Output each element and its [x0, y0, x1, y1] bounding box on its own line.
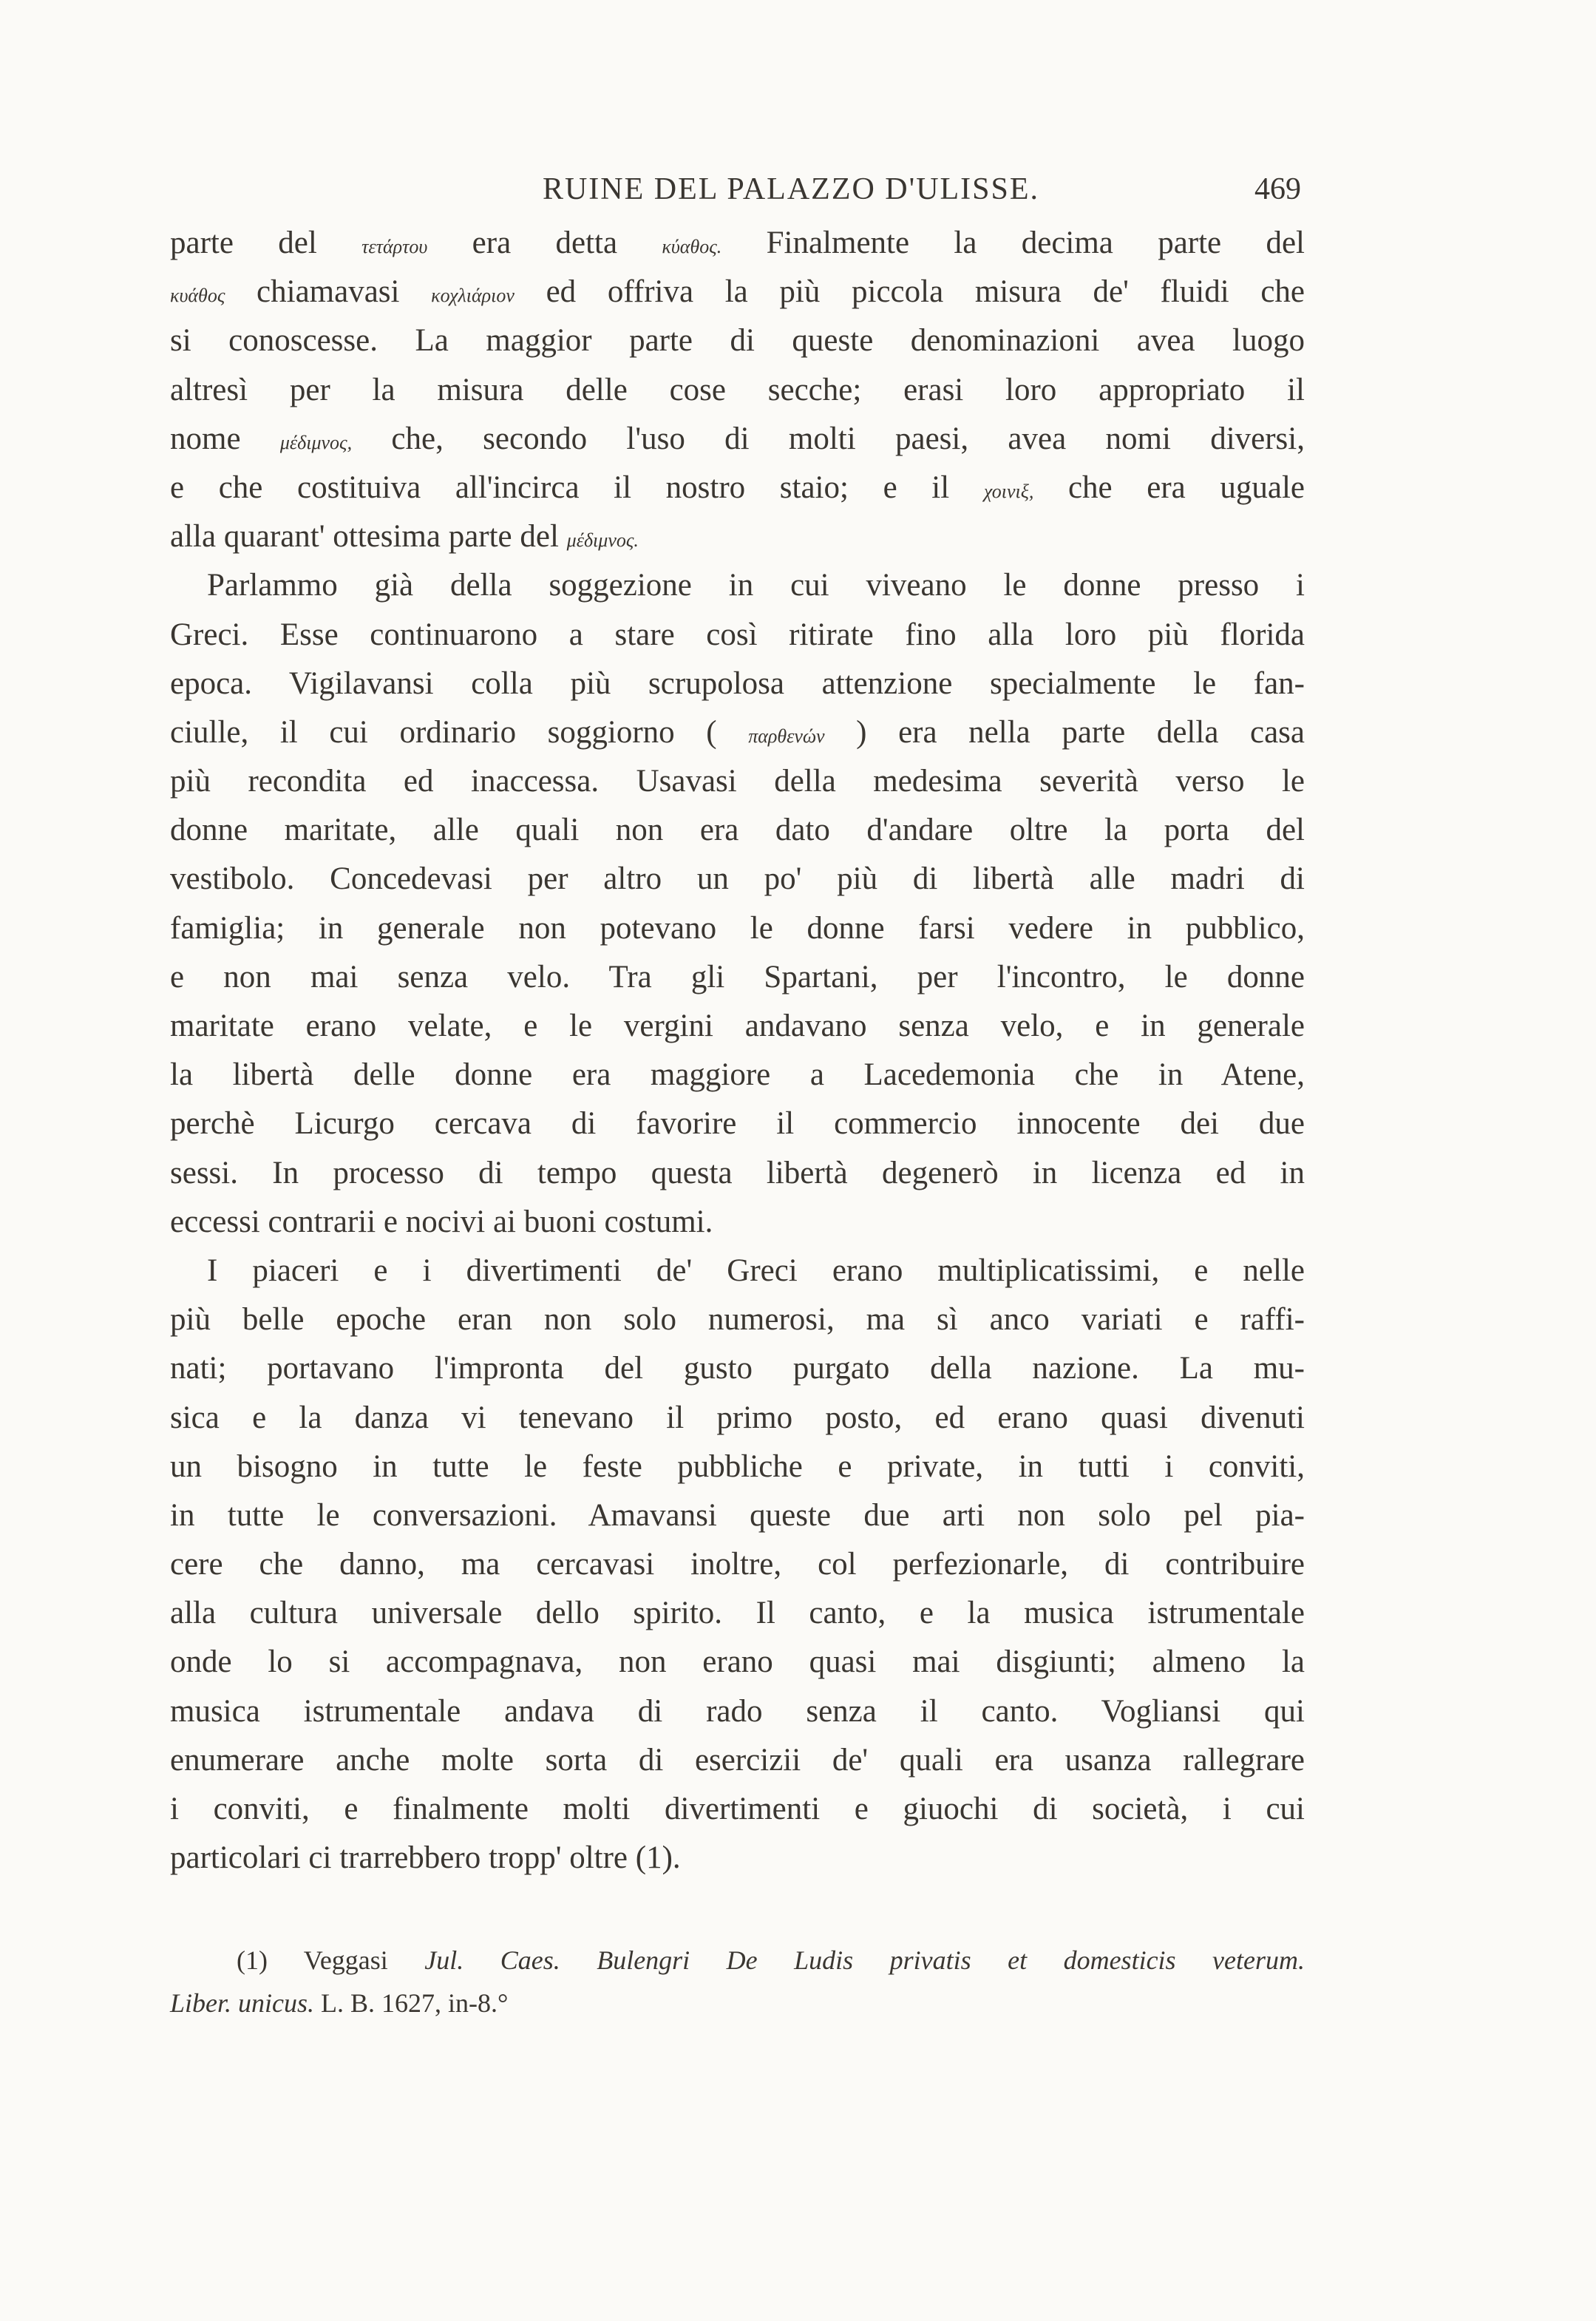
text-line: cere che danno, ma cercavasi inoltre, col perfezionarle, di contribuire — [170, 1547, 1305, 1582]
text-line: i conviti, e finalmente molti divertimenti e giuochi di società, i cui — [170, 1792, 1305, 1826]
text-line: famiglia; in generale non potevano le donne farsi vedere in pubblico, — [170, 910, 1305, 946]
footnote-line: Liber. unicus. L. B. 1627, in-8.° — [170, 1988, 509, 2018]
greek-word: κύαθος. — [662, 236, 722, 257]
text-line: ciulle, il cui ordinario soggiorno ( παρθενών ) era nella parte della casa — [170, 714, 1305, 750]
greek-word: τετάρτου — [361, 236, 428, 257]
greek-word: κοχλιάριον — [431, 285, 515, 307]
text-line: particolari ci trarrebbero tropp' oltre (1). — [170, 1840, 681, 1876]
footnote — [170, 1939, 1305, 2024]
text-line: alla quarant' ottesima parte del μέδιμνος. — [170, 519, 639, 555]
text-line: si conoscesse. La maggior parte di queste denominazioni avea luogo — [170, 323, 1305, 359]
text-line: più belle epoche eran non solo numerosi, ma sì anco variati e raffi- — [170, 1302, 1305, 1338]
text-line: κυάθος chiamavasi κοχλιάριον ed offriva la più piccola misura de' fluidi che — [170, 274, 1305, 310]
running-head: RUINE DEL PALAZZO D'ULISSE. — [542, 172, 1040, 206]
footnote-line: (1) Veggasi Jul. Caes. Bulengri De Ludis privatis et domesticis veterum. — [237, 1945, 1305, 1975]
text-line: Greci. Esse continuarono a stare così ritirate fino alla loro più florida — [170, 617, 1305, 652]
text-line: parte del τετάρτου era detta κύαθος. Finalmente la decima parte del — [170, 226, 1305, 260]
text-line: alla cultura universale dello spirito. Il canto, e la musica istrumentale — [170, 1596, 1305, 1631]
paragraph-start: I piaceri e i divertimenti de' Greci erano multiplicatissimi, e nelle — [207, 1253, 1305, 1288]
main-text — [170, 219, 1305, 1883]
text-line: vestibolo. Concedevasi per altro un po' più di libertà alle madri di — [170, 861, 1305, 897]
text-line: in tutte le conversazioni. Amavansi queste due arti non solo pel pia- — [170, 1497, 1305, 1533]
paragraph-start: Parlammo già della soggezione in cui viveano le donne presso i — [207, 568, 1305, 603]
text-line: enumerare anche molte sorta di esercizii de' quali era usanza rallegrare — [170, 1742, 1305, 1778]
text-line: un bisogno in tutte le feste pubbliche e private, in tutti i conviti, — [170, 1448, 1305, 1484]
text-line: eccessi contrarii e nocivi ai buoni costumi. — [170, 1204, 713, 1239]
text-line: donne maritate, alle quali non era dato d'andare oltre la porta del — [170, 813, 1305, 848]
text-line: più recondita ed inaccessa. Usavasi della medesima severità verso le — [170, 764, 1305, 799]
greek-word: χοινιξ, — [983, 480, 1034, 502]
greek-word: μέδιμνος. — [566, 529, 639, 552]
text-line: nati; portavano l'impronta del gusto purgato della nazione. La mu- — [170, 1351, 1305, 1386]
text-line: sessi. In processo di tempo questa libertà degenerò in licenza ed in — [170, 1155, 1305, 1190]
text-line: musica istrumentale andava di rado senza il canto. Vogliansi qui — [170, 1693, 1305, 1729]
page-number: 469 — [1254, 172, 1301, 206]
text-line: la libertà delle donne era maggiore a Lacedemonia che in Atene, — [170, 1057, 1305, 1093]
text-line: e che costituiva all'incirca il nostro staio; e il χοινιξ, che era uguale — [170, 470, 1305, 505]
text-line: e non mai senza velo. Tra gli Spartani, per l'incontro, le donne — [170, 959, 1305, 995]
text-line: epoca. Vigilavansi colla più scrupolosa attenzione specialmente le fan- — [170, 665, 1305, 701]
text-line: nome μέδιμνος, che, secondo l'uso di molti paesi, avea nomi diversi, — [170, 421, 1305, 456]
greek-word: παρθενών — [748, 725, 825, 747]
text-line: perchè Licurgo cercava di favorire il commercio innocente dei due — [170, 1106, 1305, 1142]
greek-word: κυάθος — [170, 285, 225, 307]
text-line: onde lo si accompagnava, non erano quasi mai disgiunti; almeno la — [170, 1644, 1305, 1680]
greek-word: μέδιμνος, — [279, 431, 353, 453]
text-line: altresì per la misura delle cose secche; erasi loro appropriato il — [170, 372, 1305, 407]
text-line: maritate erano velate, e le vergini andavano senza velo, e in generale — [170, 1009, 1305, 1043]
text-line: sica e la danza vi tenevano il primo posto, ed erano quasi divenuti — [170, 1400, 1305, 1435]
